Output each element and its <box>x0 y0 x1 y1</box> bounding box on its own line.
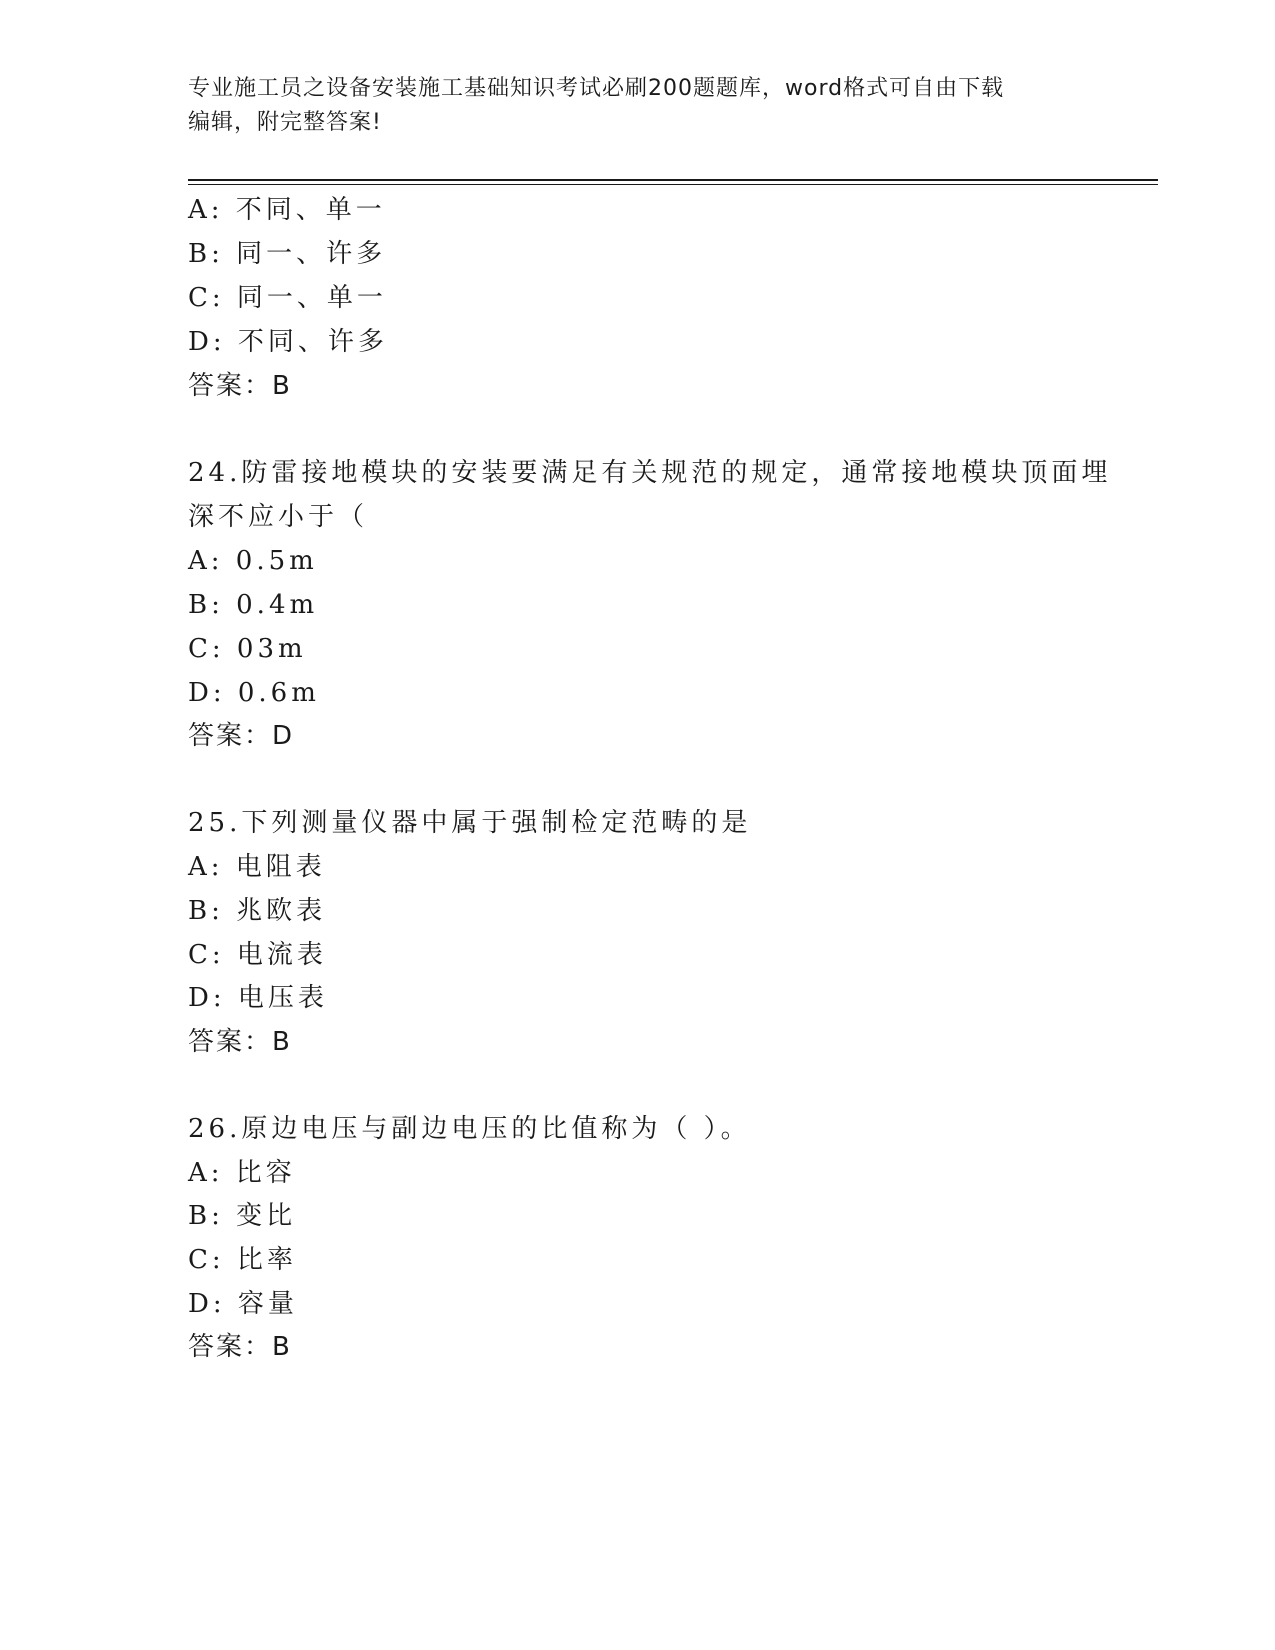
q23-option-d: D: 不同、许多 <box>188 327 388 357</box>
q24-option-d: D: 0.6m <box>188 678 320 708</box>
q25-option-b: B: 兆欧表 <box>188 896 327 926</box>
header-line-1: 专业施工员之设备安装施工基础知识考试必刷200题题库，word格式可自由下载 <box>188 76 1005 101</box>
q24-question-line-2: 深不应小于（ <box>188 502 369 532</box>
q26-answer: 答案：B <box>188 1332 292 1362</box>
q26-option-d: D: 容量 <box>188 1289 298 1319</box>
q25-option-d: D: 电压表 <box>188 983 328 1013</box>
q26-option-a: A: 比容 <box>188 1158 296 1188</box>
q24-answer: 答案：D <box>188 721 295 751</box>
q25-option-a: A: 电阻表 <box>188 852 326 882</box>
q23-answer: 答案：B <box>188 371 292 401</box>
q24-option-b: B: 0.4m <box>188 590 319 620</box>
header-line-2: 编辑，附完整答案! <box>188 110 382 135</box>
q24-question-line-1: 24.防雷接地模块的安装要满足有关规范的规定，通常接地模块顶面埋 <box>188 458 1112 488</box>
q25-option-c: C: 电流表 <box>188 940 327 970</box>
q23-option-c: C: 同一、单一 <box>188 283 387 313</box>
q24-option-c: C: 03m <box>188 634 307 664</box>
q25-answer: 答案：B <box>188 1027 292 1057</box>
q23-option-a: A: 不同、单一 <box>188 195 386 225</box>
q23-option-b: B: 同一、许多 <box>188 239 387 269</box>
q26-question: 26.原边电压与副边电压的比值称为（ ）。 <box>188 1114 751 1144</box>
q26-option-b: B: 变比 <box>188 1201 297 1231</box>
header-divider-thick <box>188 179 1158 181</box>
q24-option-a: A: 0.5m <box>188 546 318 576</box>
q26-option-c: C: 比率 <box>188 1245 297 1275</box>
document-header <box>188 72 1088 140</box>
q25-question: 25.下列测量仪器中属于强制检定范畴的是 <box>188 808 752 838</box>
header-divider-thin <box>188 184 1158 185</box>
